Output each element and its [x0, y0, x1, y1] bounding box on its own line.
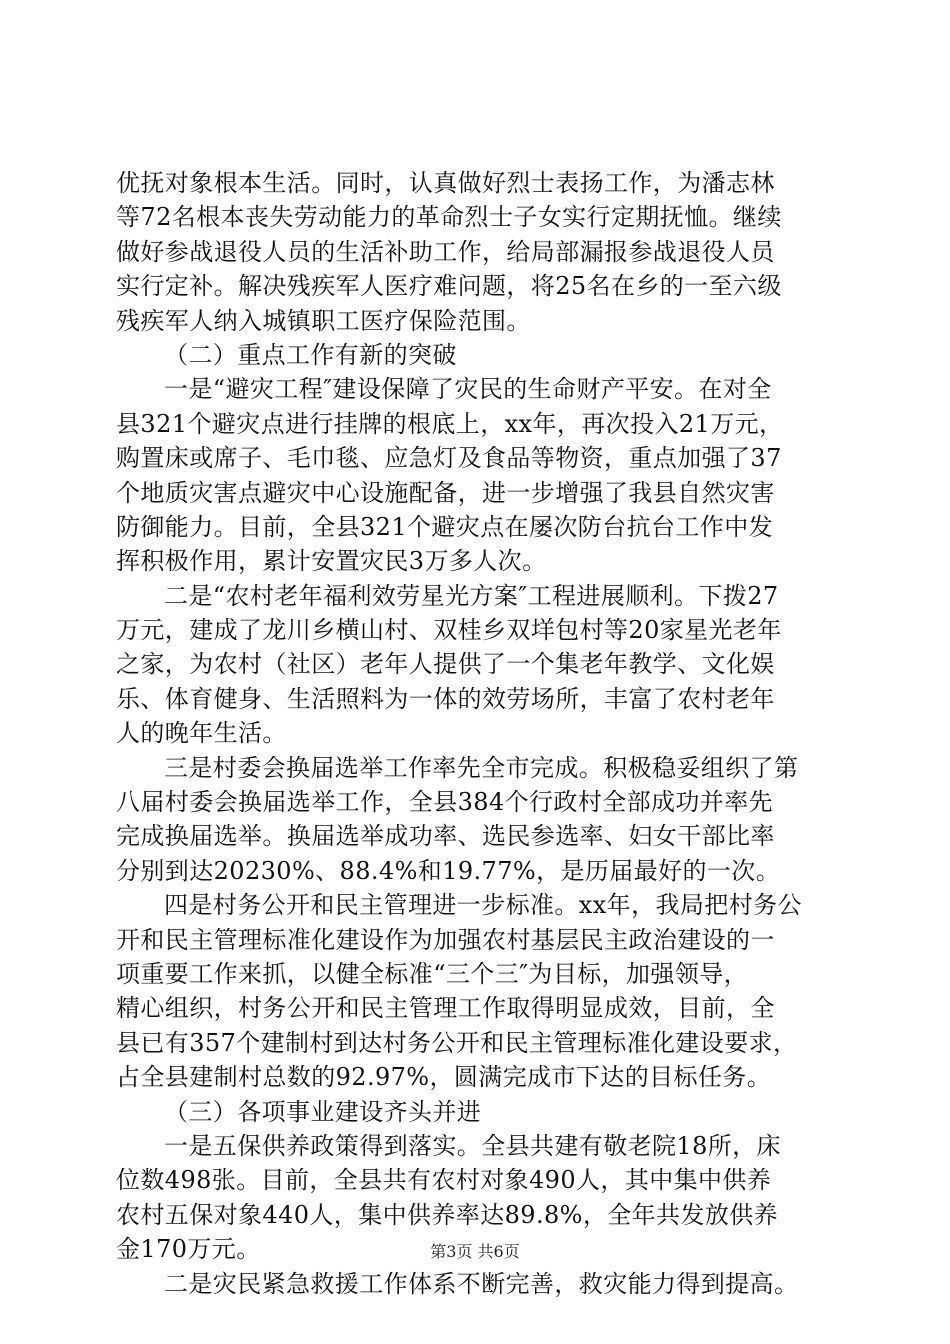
text-line: 挥积极作用，累计安置灾民3万多人次。 — [116, 547, 547, 576]
text-line: （二）重点工作有新的突破 — [164, 340, 457, 369]
text-line: 一是“避灾工程″建设保障了灾民的生命财产平安。在对全 — [164, 375, 772, 404]
text-line: 金170万元。 — [116, 1235, 261, 1264]
text-line: 二是“农村老年福利效劳星光方案″工程进展顺利。下拨27 — [164, 581, 779, 610]
text-line: 三是村委会换届选举工作率先全市完成。积极稳妥组织了第 — [164, 753, 799, 782]
text-line: 农村五保对象440人，集中供养率达89.8%，全年共发放供养 — [116, 1200, 779, 1229]
text-line: 个地质灾害点避灾中心设施配备，进一步增强了我县自然灾害 — [116, 478, 775, 507]
text-line: 一是五保供养政策得到落实。全县共建有敬老院18所，床 — [164, 1131, 781, 1160]
text-line: 精心组织，村务公开和民主管理工作取得明显成效，目前，全 — [116, 994, 775, 1023]
text-line: 等72名根本丧失劳动能力的革命烈士子女实行定期抚恤。继续 — [116, 203, 782, 232]
text-line: 项重要工作来抓，以健全标准“三个三″为目标，加强领导， — [116, 959, 749, 988]
text-line: 二是灾民紧急救援工作体系不断完善，救灾能力得到提高。 — [164, 1269, 799, 1298]
text-line: 县321个避灾点进行挂牌的根底上，xx年，再次投入21万元， — [116, 409, 784, 438]
text-line: 八届村委会换届选举工作，全县384个行政村全部成功并率先 — [116, 788, 774, 817]
text-line: 分别到达20230%、88.4%和19.77%，是历届最好的一次。 — [116, 856, 781, 885]
text-line: 优抚对象根本生活。同时，认真做好烈士表扬工作，为潘志林 — [116, 169, 775, 197]
text-line: 做好参战退役人员的生活补助工作，给局部漏报参战退役人员 — [116, 237, 775, 266]
text-line: 人的晚年生活。 — [116, 719, 287, 748]
text-line: 残疾军人纳入城镇职工医疗保险范围。 — [116, 306, 531, 335]
text-line: 之家，为农村（社区）老年人提供了一个集老年教学、文化娱 — [116, 650, 775, 679]
text-line: 实行定补。解决残疾军人医疗难问题，将25名在乡的一至六级 — [116, 272, 782, 301]
text-line: 完成换届选举。换届选举成功率、选民参选率、妇女干部比率 — [116, 822, 775, 851]
text-line: 防御能力。目前，全县321个避灾点在屡次防台抗台工作中发 — [116, 512, 774, 541]
text-line: 县已有357个建制村到达村务公开和民主管理标准化建设要求， — [116, 1028, 798, 1057]
text-line: 万元，建成了龙川乡横山村、双桂乡双垟包村等20家星光老年 — [116, 616, 782, 645]
text-line: 占全县建制村总数的92.97%，圆满完成市下达的目标任务。 — [116, 1063, 772, 1092]
page-footer: 第3页 共6页 — [430, 1242, 520, 1261]
text-line: （三）各项事业建设齐头并进 — [164, 1097, 482, 1126]
body-text — [116, 166, 840, 1301]
text-line: 四是村务公开和民主管理进一步标准。xx年，我局把村务公 — [164, 891, 802, 920]
text-line: 位数498张。目前，全县共有农村对象490人，其中集中供养 — [116, 1166, 772, 1195]
text-line: 开和民主管理标准化建设作为加强农村基层民主政治建设的一 — [116, 925, 775, 954]
text-line: 乐、体育健身、生活照料为一体的效劳场所，丰富了农村老年 — [116, 684, 775, 713]
text-line: 购置床或席子、毛巾毯、应急灯及食品等物资，重点加强了37 — [116, 444, 782, 473]
